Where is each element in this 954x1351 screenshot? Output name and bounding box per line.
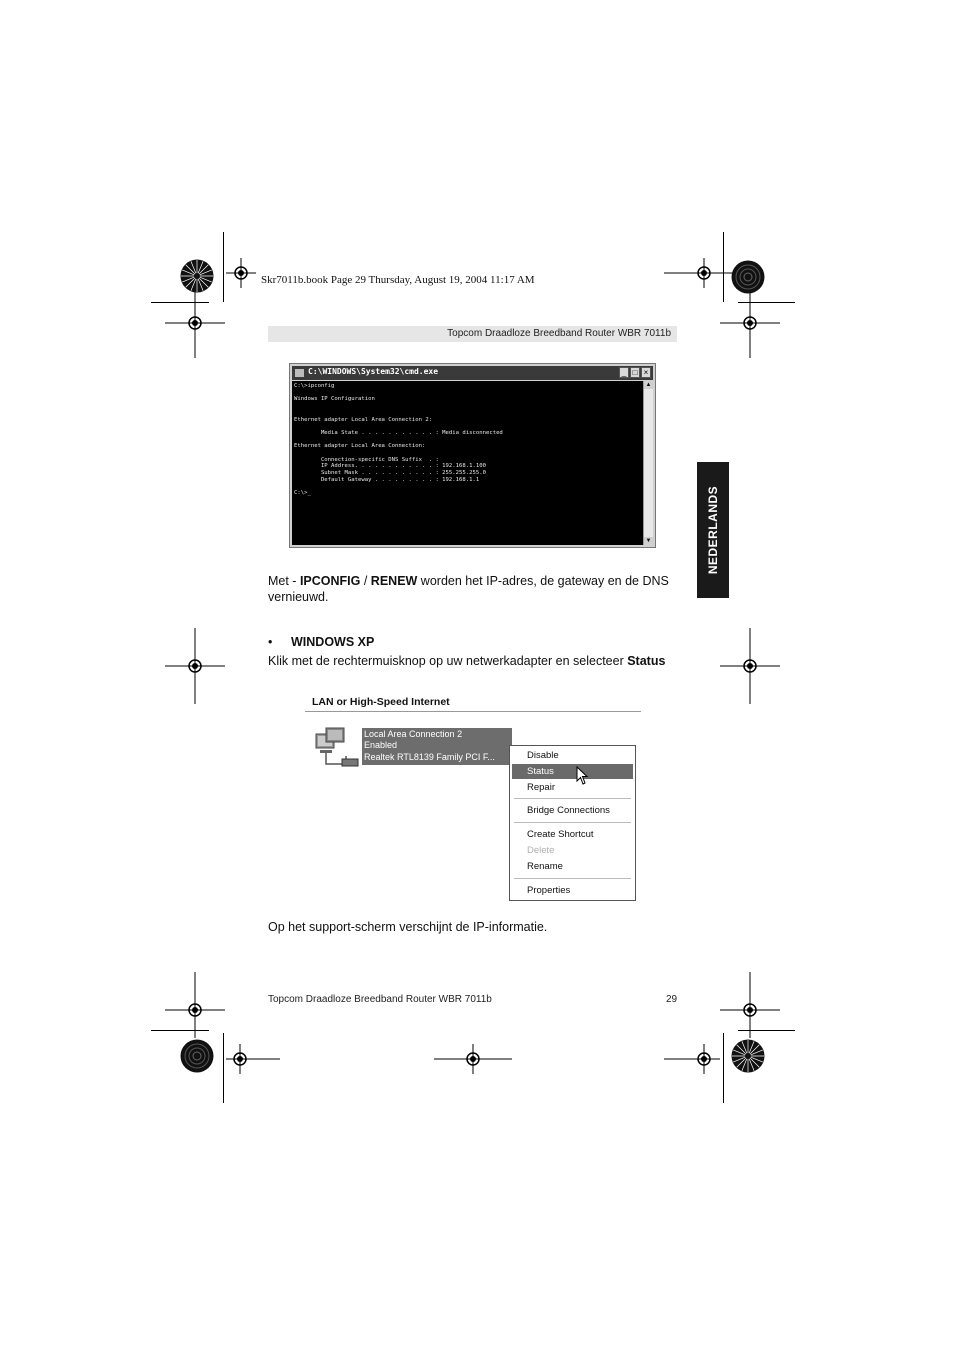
- menu-item-repair[interactable]: Repair: [527, 782, 555, 793]
- para1-line2: vernieuwd.: [268, 590, 329, 604]
- menu-item-delete: Delete: [527, 845, 555, 856]
- registration-target-icon: [165, 628, 225, 704]
- cmd-scrollbar: [643, 381, 653, 545]
- selected-connection[interactable]: [362, 728, 512, 765]
- section-title: WINDOWS XP: [291, 635, 375, 649]
- running-header: Topcom Draadloze Breedband Router WBR 7011b: [447, 328, 671, 339]
- registration-target-icon: [434, 1044, 512, 1074]
- scroll-down-icon: ▼: [645, 538, 652, 544]
- footer-title: Topcom Draadloze Breedband Router WBR 7011b: [268, 994, 492, 1005]
- mouse-cursor-icon: [576, 766, 590, 786]
- cmd-window-screenshot: [289, 363, 656, 548]
- registration-target-icon: [165, 972, 225, 1038]
- menu-item-rename[interactable]: Rename: [527, 861, 563, 872]
- connection-status: Enabled: [364, 740, 398, 750]
- menu-item-bridge[interactable]: Bridge Connections: [527, 805, 610, 816]
- connection-adapter: Realtek RTL8139 Family PCI F...: [364, 752, 495, 762]
- starburst-target-icon: [180, 259, 214, 293]
- cmd-title-bar: [292, 366, 653, 380]
- menu-item-status[interactable]: Status: [527, 766, 554, 777]
- running-header-bar: [268, 326, 677, 342]
- registration-target-icon: [720, 292, 780, 358]
- instruction-text: Klik met de rechtermuisknop op uw netwerkadapter en selecteer: [268, 654, 628, 668]
- registration-target-icon: [720, 972, 780, 1038]
- bullet: •: [268, 635, 273, 649]
- menu-separator: [514, 798, 631, 799]
- instruction-status: Status: [627, 654, 666, 668]
- crop-mark: [223, 1033, 224, 1103]
- crop-mark: [723, 1033, 724, 1103]
- section-heading: [268, 634, 375, 650]
- close-icon: ×: [641, 367, 651, 378]
- print-header: Skr7011b.book Page 29 Thursday, August 19, 2004 11:17 AM: [261, 274, 535, 286]
- cmd-output-text: C:\>ipconfig Windows IP Configuration Ethernet adapter Local Area Connection 2: Media State . . . . . . . . . . . : Media disconnected Ethernet adapter Local Area Connection: Connection-specific DNS Suffix . : IP Address. . . . . . . . . . . . : 192.168.1.100 Subnet Mask . . . . . . . . . . . : 255.255.255.0 Default Gateway . . . . . . . . . : 192.168.1.1 C:\>_: [294, 383, 503, 497]
- registration-target-icon: [165, 292, 225, 358]
- menu-item-create-shortcut[interactable]: Create Shortcut: [527, 829, 594, 840]
- connection-name: Local Area Connection 2: [364, 729, 463, 739]
- para1-cmd-renew: RENEW: [370, 574, 418, 588]
- registration-target-icon: [664, 1044, 720, 1074]
- xp-group-heading: LAN or High-Speed Internet: [312, 696, 450, 708]
- registration-target-icon: [226, 258, 256, 288]
- minimize-icon: _: [619, 367, 629, 378]
- cmd-output: [292, 381, 644, 545]
- page-number: 29: [666, 994, 678, 1005]
- starburst-target-icon: [731, 1039, 765, 1073]
- ring-target-icon: [731, 260, 765, 294]
- network-adapter-icon: [314, 726, 360, 772]
- maximize-icon: □: [630, 367, 640, 378]
- cmd-title: C:\WINDOWS\System32\cmd.exe: [308, 367, 439, 376]
- cmd-icon: [295, 369, 304, 377]
- context-menu: [509, 745, 636, 901]
- para1-prefix: Met -: [268, 574, 300, 588]
- network-connections-screenshot: [305, 690, 641, 912]
- registration-target-icon: [226, 1044, 280, 1074]
- support-screen-paragraph: Op het support-scherm verschijnt de IP-informatie.: [268, 920, 548, 934]
- menu-item-disable[interactable]: Disable: [527, 750, 559, 761]
- language-tab-label: NEDERLANDS: [706, 485, 720, 575]
- section-instruction: [268, 653, 665, 669]
- language-tab: [697, 462, 729, 598]
- menu-separator: [514, 822, 631, 823]
- para1-cmd-ipconfig: IPCONFIG: [299, 574, 361, 588]
- ring-target-icon: [180, 1039, 214, 1073]
- registration-target-icon: [720, 628, 780, 704]
- ipconfig-paragraph: [268, 573, 688, 605]
- xp-heading-rule: [305, 711, 641, 712]
- para1-sep: /: [360, 574, 371, 588]
- para1-suffix: worden het IP-adres, de gateway en de DNS: [417, 574, 669, 588]
- menu-separator: [514, 878, 631, 879]
- scroll-up-icon: ▲: [645, 382, 652, 388]
- menu-item-properties[interactable]: Properties: [527, 885, 571, 896]
